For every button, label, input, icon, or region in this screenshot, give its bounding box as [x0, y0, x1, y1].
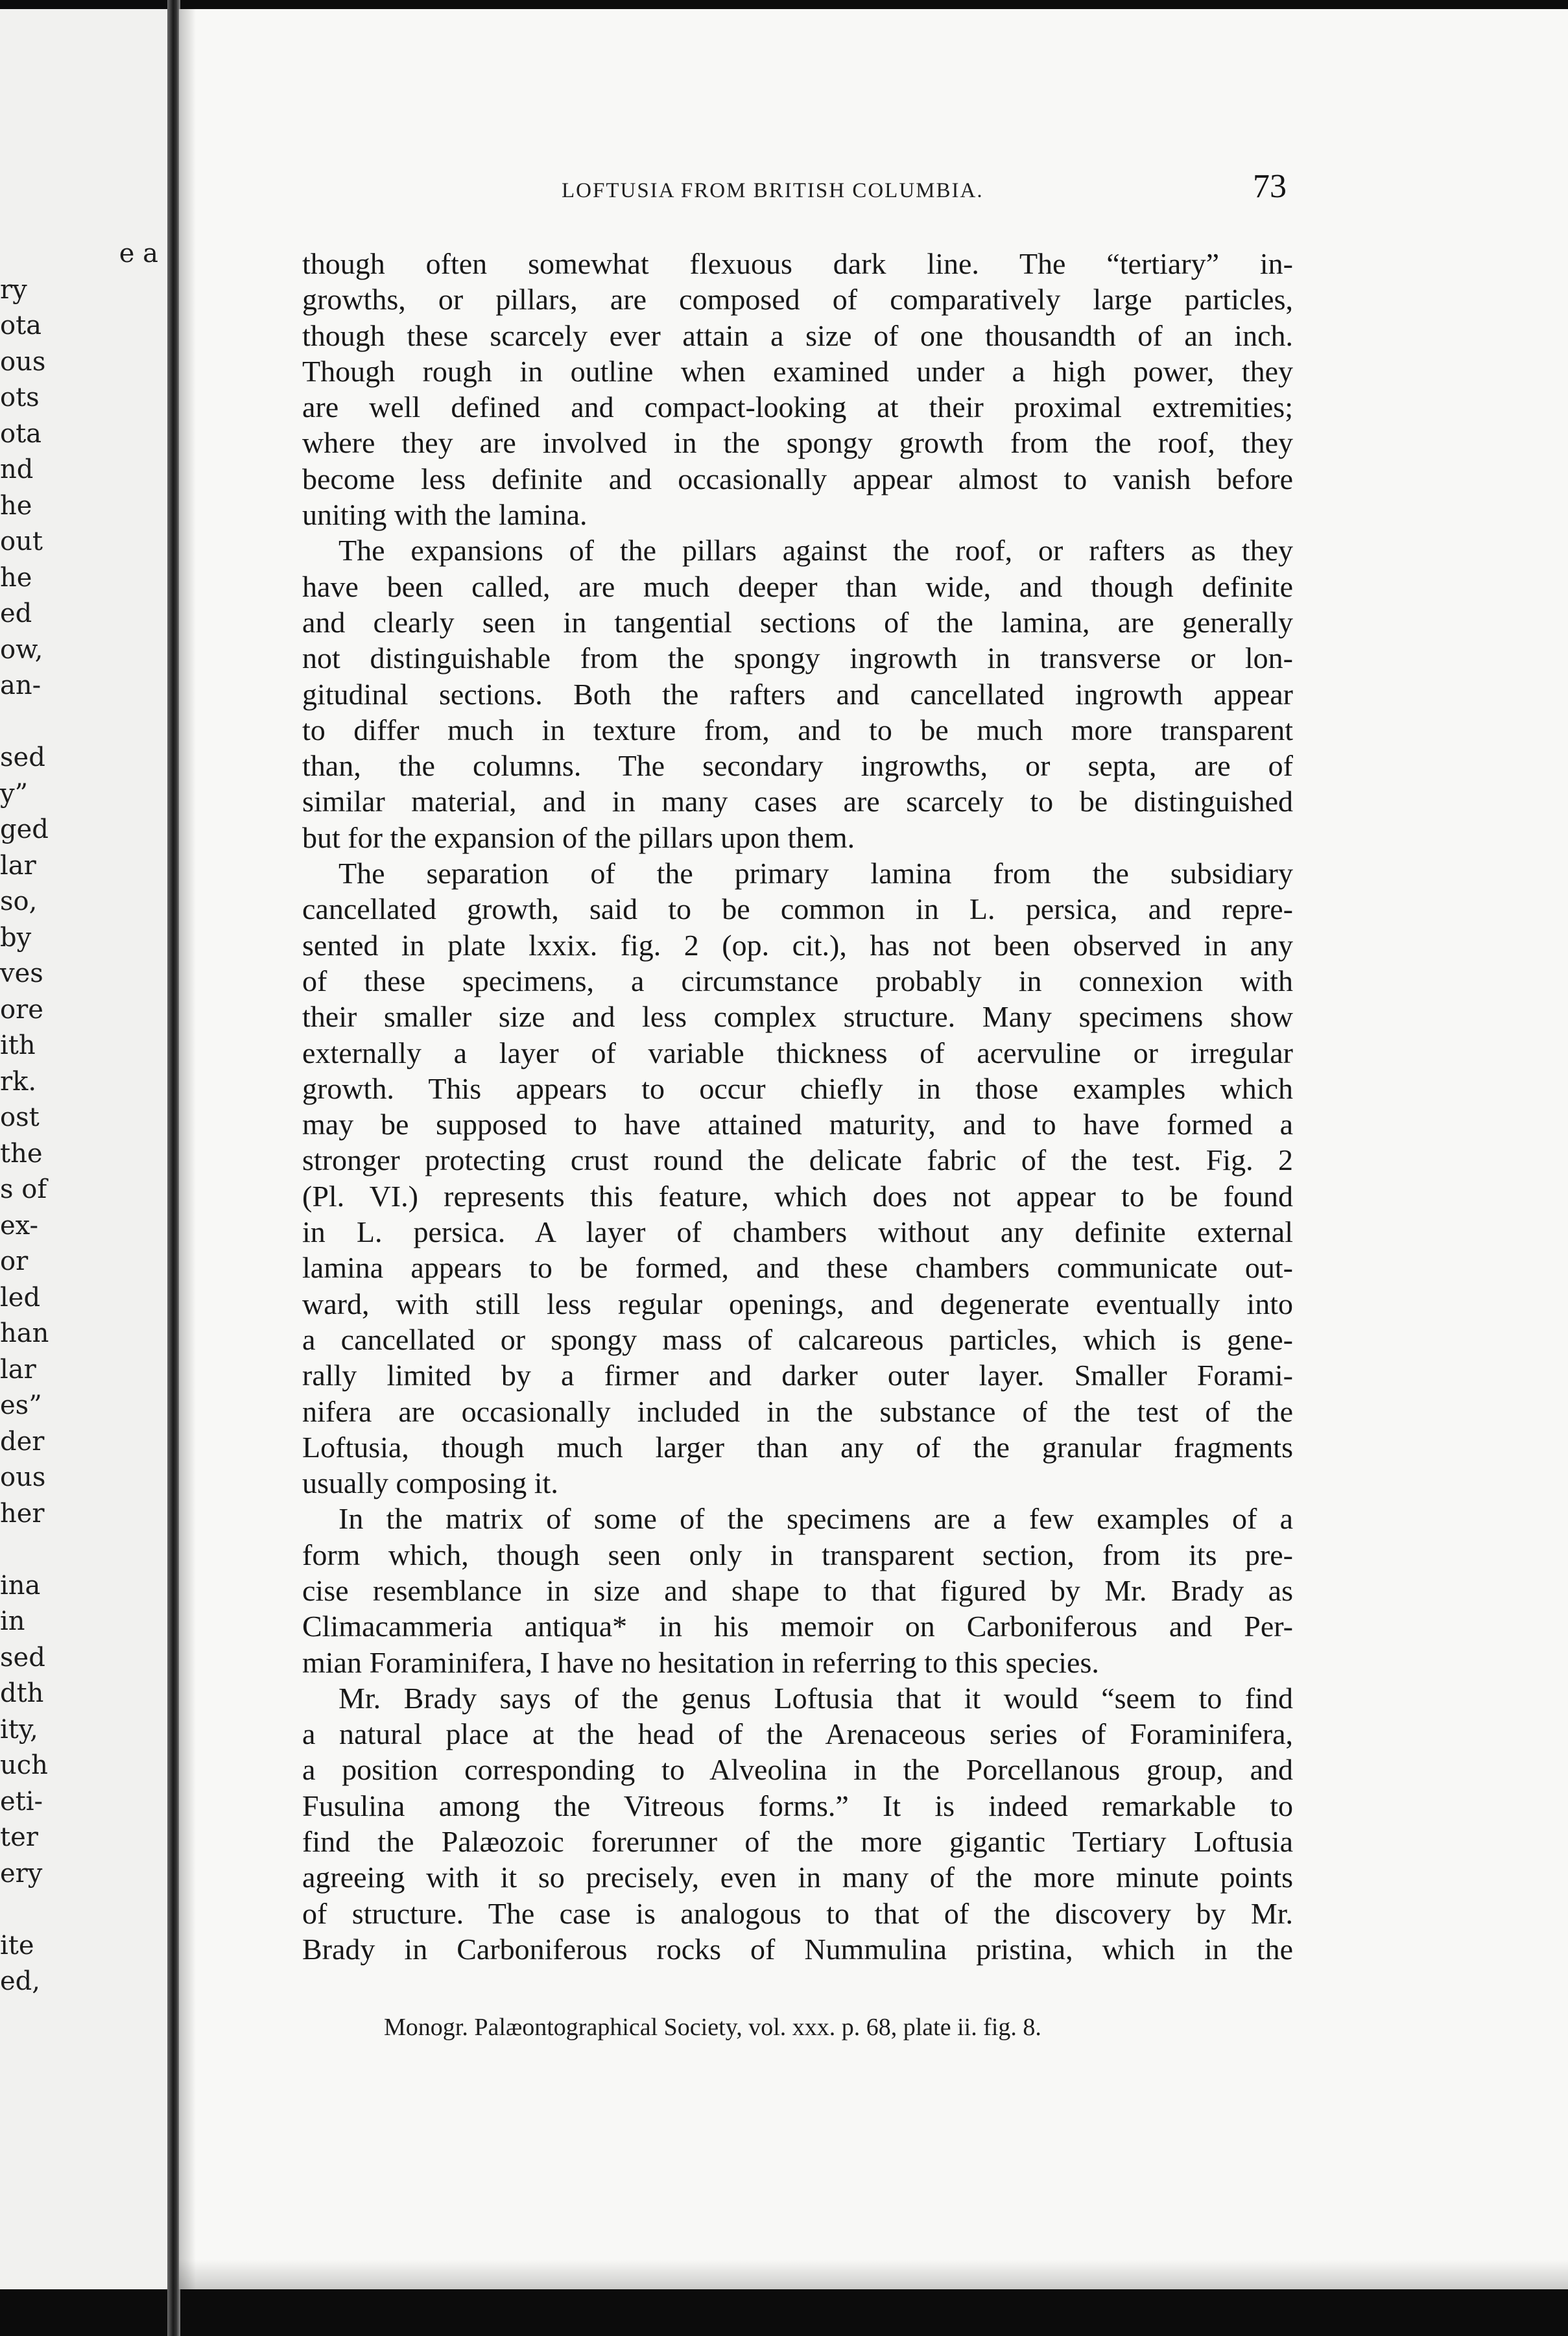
text-line: cise resemblance in size and shape to that figured by Mr. Brady as	[302, 1573, 1293, 1607]
text-line: may be supposed to have attained maturity, and to have formed a	[302, 1108, 1293, 1141]
text-line: not distinguishable from the spongy ingrowth in transverse or lon-	[302, 641, 1293, 675]
paragraph-first-line: In the matrix of some of the specimens are a few examples of a	[339, 1502, 1293, 1536]
fragment-line: led	[0, 1282, 41, 1313]
fragment-line: ite	[0, 1930, 34, 1961]
text-line: ward, with still less regular openings, and degenerate eventually into	[302, 1287, 1293, 1320]
fragment-line: der	[0, 1426, 45, 1457]
fragment-line: an-	[0, 671, 42, 700]
fragment-line: he	[0, 490, 32, 521]
fragment-line: sed	[0, 743, 45, 772]
fragment-line: y”	[0, 778, 29, 809]
text-line: Brady in Carboniferous rocks of Nummulina pristina, which in the	[302, 1932, 1293, 1966]
fragment-line: ore	[0, 994, 43, 1025]
text-line: of these specimens, a circumstance probably in connexion with	[302, 964, 1293, 997]
text-line: their smaller size and less complex structure. Many specimens show	[302, 1000, 1293, 1034]
text-line: have been called, are much deeper than wide, and though definite	[302, 569, 1293, 603]
text-line: gitudinal sections. Both the rafters and cancellated ingrowth appear	[302, 677, 1293, 711]
fragment-line: ter	[0, 1822, 38, 1852]
fragment-line: s of	[0, 1174, 47, 1204]
fragment-line: ous	[0, 346, 46, 377]
fragment-line: ous	[0, 1462, 46, 1492]
fragment-line: by	[0, 922, 32, 953]
text-line: sented in plate lxxix. fig. 2 (op. cit.), has not been observed in any	[302, 928, 1293, 962]
text-line: become less definite and occasionally appear almost to vanish before	[302, 462, 1293, 495]
fragment-line: sed	[0, 1642, 45, 1673]
footnote: Monogr. Palæontographical Society, vol. xxx. p. 68, plate ii. fig. 8.	[384, 2014, 1041, 2041]
fragment-line: out	[0, 527, 43, 556]
text-line: of structure. The case is analogous to that of the discovery by Mr.	[302, 1896, 1293, 1930]
fragment-line: ity,	[0, 1714, 38, 1745]
fragment-line: ex-	[0, 1210, 39, 1241]
fragment-line: ota	[0, 418, 42, 449]
fragment-line: ota	[0, 311, 42, 340]
text-line: growths, or pillars, are composed of comparatively large particles,	[302, 283, 1293, 316]
fragment-line: or	[0, 1246, 29, 1276]
running-head: LOFTUSIA FROM BRITISH COLUMBIA.	[562, 179, 984, 202]
text-line: Fusulina among the Vitreous forms.” It is indeed remarkable to	[302, 1789, 1293, 1822]
fragment-line: in	[0, 1606, 25, 1636]
text-line: growth. This appears to occur chiefly in those examples which	[302, 1071, 1293, 1105]
fragment-line: dth	[0, 1678, 44, 1708]
text-line: rally limited by a firmer and darker outer layer. Smaller Forami-	[302, 1359, 1293, 1392]
fragment-line: ots	[0, 383, 40, 412]
text-line: stronger protecting crust round the delicate fabric of the test. Fig. 2	[302, 1143, 1293, 1177]
fragment-line: nd	[0, 455, 34, 484]
fragment-line: uch	[0, 1750, 48, 1780]
text-line: Loftusia, though much larger than any of the granular fragments	[302, 1430, 1293, 1464]
fragment-line: ves	[0, 959, 43, 988]
text-line: nifera are occasionally included in the substance of the test of the	[302, 1394, 1293, 1428]
fragment-line: ow,	[0, 634, 43, 665]
text-line: (Pl. VI.) represents this feature, which does not appear to be found	[302, 1179, 1293, 1213]
fragment-line: ith	[0, 1031, 36, 1060]
text-line: similar material, and in many cases are scarcely to be distinguished	[302, 785, 1293, 818]
text-line: a natural place at the head of the Arenaceous series of Foraminifera,	[302, 1717, 1293, 1751]
fragment-line	[0, 1892, 167, 1928]
paragraph-first-line: The separation of the primary lamina from the subsidiary	[339, 857, 1293, 890]
page-number: 73	[1253, 168, 1287, 205]
book-page	[179, 9, 1568, 2289]
body-text	[302, 246, 1293, 1967]
text-line: to differ much in texture from, and to be much more transparent	[302, 713, 1293, 746]
fragment-line: ost	[0, 1102, 40, 1132]
page-bottom-shadow	[179, 2259, 1568, 2289]
text-line: a cancellated or spongy mass of calcareous particles, which is gene-	[302, 1322, 1293, 1356]
text-line: form which, though seen only in transparent section, from its pre-	[302, 1538, 1293, 1571]
fragment-line: eti-	[0, 1786, 43, 1817]
fragment-line: ina	[0, 1570, 41, 1601]
text-line: though these scarcely ever attain a size of one thousandth of an inch.	[302, 318, 1293, 352]
book-spine-gutter	[167, 0, 180, 2336]
fragment-line: her	[0, 1498, 45, 1529]
previous-page-edge	[0, 9, 167, 2289]
fragment-line: ery	[0, 1858, 43, 1889]
fragment-line: ed,	[0, 1966, 40, 1996]
text-line: cancellated growth, said to be common in L. persica, and repre-	[302, 892, 1293, 926]
text-line: Though rough in outline when examined under a high power, they	[302, 354, 1293, 388]
text-line: uniting with the lamina.	[302, 498, 588, 532]
text-line: and clearly seen in tangential sections of the lamina, are generally	[302, 605, 1293, 639]
text-line: mian Foraminifera, I have no hesitation in referring to this species.	[302, 1645, 1099, 1679]
fragment-line: so,	[0, 887, 38, 916]
fragment-line: ry	[0, 274, 27, 305]
text-line: but for the expansion of the pillars upon them.	[302, 820, 855, 854]
text-line: find the Palæozoic forerunner of the more gigantic Tertiary Loftusia	[302, 1825, 1293, 1859]
text-line: though often somewhat flexuous dark line. The “tertiary” in-	[302, 247, 1293, 280]
previous-page-text-fragments	[0, 236, 167, 2000]
text-line: Climacammeria antiqua* in his memoir on Carboniferous and Per-	[302, 1610, 1293, 1643]
paragraph-first-line: The expansions of the pillars against the roof, or rafters as they	[339, 534, 1293, 567]
fragment-line	[0, 1532, 167, 1568]
text-line: lamina appears to be formed, and these chambers communicate out-	[302, 1251, 1293, 1285]
text-line: usually composing it.	[302, 1466, 558, 1500]
text-line: agreeing with it so precisely, even in many of the more minute points	[302, 1861, 1293, 1894]
gutter-shadow	[179, 9, 196, 2289]
paragraph-first-line: Mr. Brady says of the genus Loftusia that it would “seem to find	[339, 1681, 1293, 1715]
fragment-line: lar	[0, 850, 36, 881]
text-line: a position corresponding to Alveolina in the Porcellanous group, and	[302, 1753, 1293, 1787]
fragment-line: he	[0, 562, 32, 593]
fragment-line: ged	[0, 815, 49, 844]
fragment-line: rk.	[0, 1066, 37, 1097]
fragment-line: es”	[0, 1390, 42, 1420]
fragment-line	[0, 704, 167, 741]
text-line: externally a layer of variable thickness of acervuline or irregular	[302, 1036, 1293, 1069]
text-line: are well defined and compact-looking at their proximal extremities;	[302, 390, 1293, 424]
fragment-line: e a	[119, 239, 158, 268]
text-line: where they are involved in the spongy growth from the roof, they	[302, 426, 1293, 460]
fragment-line: the	[0, 1138, 43, 1169]
fragment-line: han	[0, 1318, 49, 1348]
text-line: than, the columns. The secondary ingrowths, or septa, are of	[302, 749, 1293, 783]
text-line: in L. persica. A layer of chambers without any definite external	[302, 1215, 1293, 1249]
fragment-line: lar	[0, 1354, 36, 1385]
fragment-line: ed	[0, 599, 32, 628]
